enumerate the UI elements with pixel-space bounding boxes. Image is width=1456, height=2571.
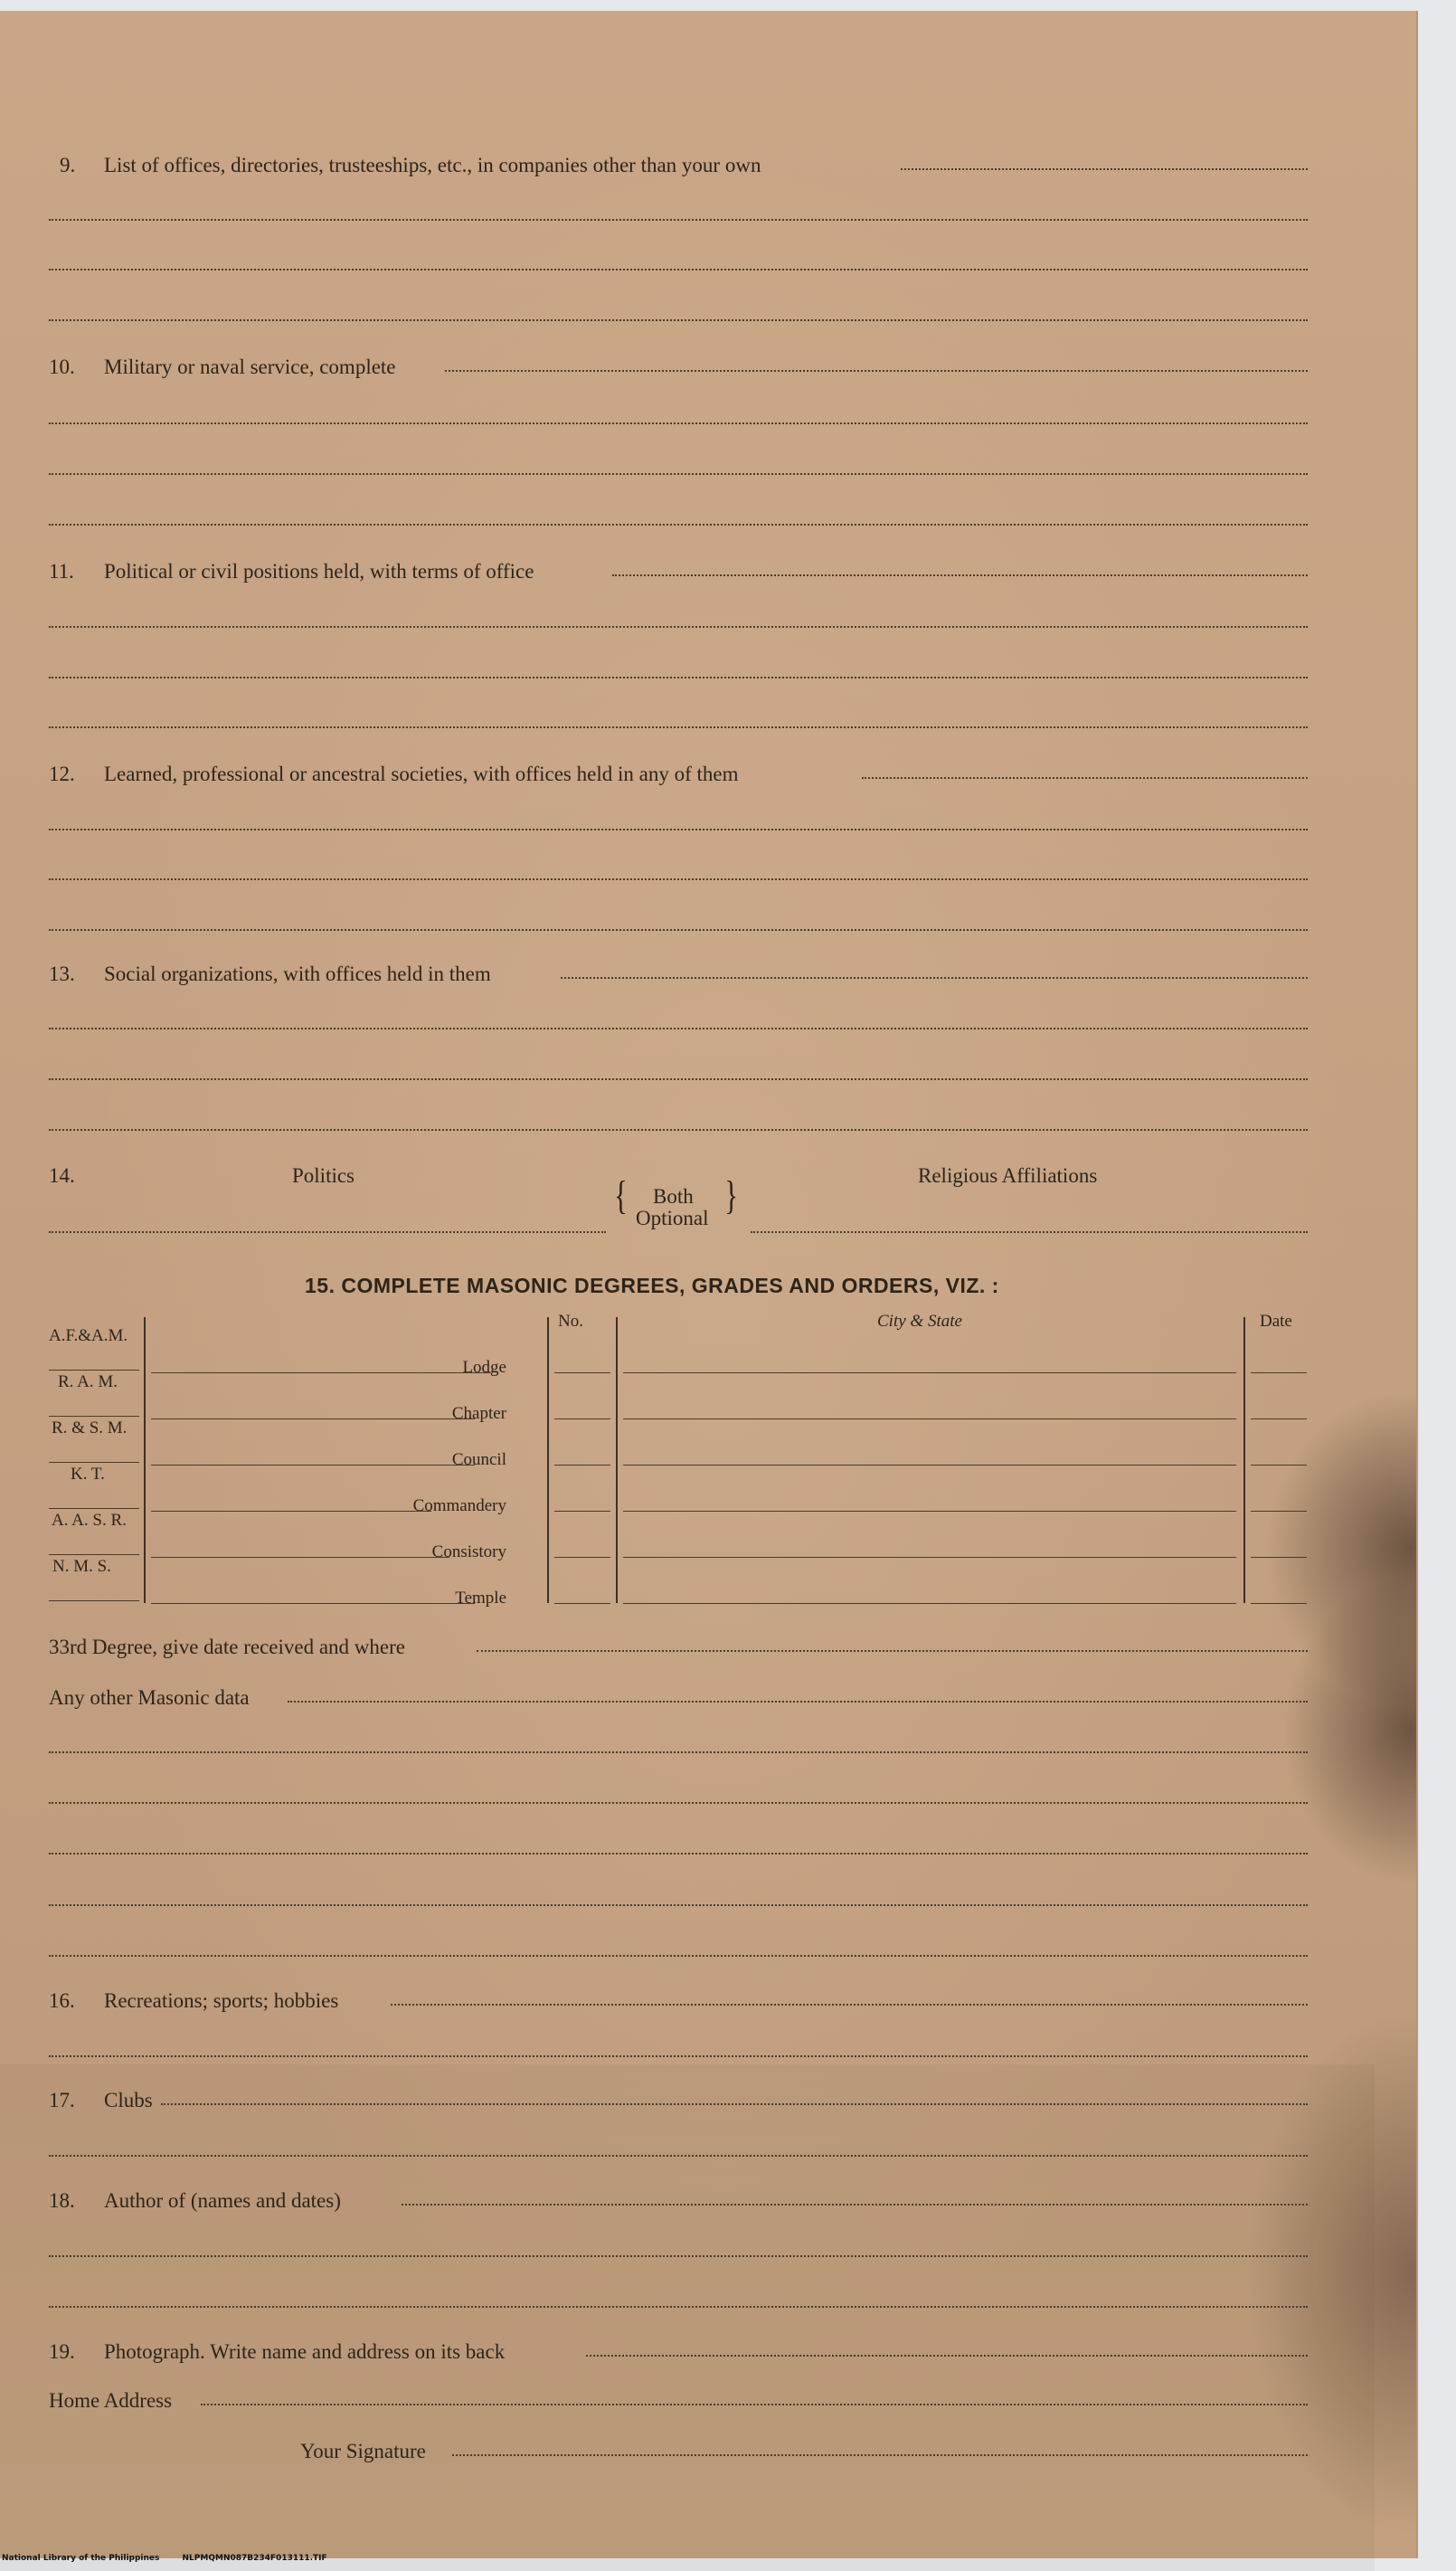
q15-other-masonic-line-4[interactable] [49,1853,1308,1855]
q10-number: 10. [49,356,75,378]
q15-row-body-line[interactable] [151,1603,475,1604]
q18-number: 18. [49,2189,75,2212]
q15-row-abbr: K. T. [71,1465,105,1484]
q15-row-city-field[interactable] [623,1418,1236,1419]
q9-answer-line-2[interactable] [49,219,1308,221]
q15-col-city-header: City & State [877,1312,962,1331]
q15-other-masonic-line-2[interactable] [49,1751,1308,1753]
q14-politics-field[interactable] [49,1231,606,1233]
q15-row-date-field[interactable] [1251,1372,1307,1373]
q9-answer-line-1[interactable] [901,168,1308,170]
q15-abbr-underline [49,1462,139,1463]
q11-answer-line-3[interactable] [49,677,1308,678]
q15-row-body-line[interactable] [151,1465,475,1466]
q11-label: Political or civil positions held, with terms of office [104,560,534,583]
q15-other-masonic-line-3[interactable] [49,1802,1308,1804]
paper-fold-shading [0,2064,1375,2571]
q15-row-body: Consistory [431,1542,506,1561]
q18-answer-line-1[interactable] [402,2204,1308,2206]
q10-answer-line-2[interactable] [49,422,1308,424]
q19-label: Photograph. Write name and address on its back [104,2340,506,2363]
q11-answer-line-2[interactable] [49,626,1308,628]
q14-optional-label: Optional [636,1207,709,1229]
q15-divider-date [1243,1317,1245,1603]
q15-other-masonic-line-1[interactable] [288,1701,1308,1703]
q14-both-label: Both [653,1185,694,1208]
q15-abbr-underline [49,1600,139,1601]
q10-answer-line-3[interactable] [49,473,1308,475]
left-brace-icon: { [614,1173,628,1218]
footer-file-id: NLPMQMN087B234F013111.TIF [182,2554,327,2563]
q15-33rd-degree-field[interactable] [477,1650,1308,1652]
q11-answer-line-1[interactable] [612,574,1308,576]
q15-row-no-field[interactable] [554,1557,610,1558]
q15-heading: 15. COMPLETE MASONIC DEGREES, GRADES AND ORDERS, VIZ. : [305,1274,999,1297]
q15-row-no-field[interactable] [554,1465,610,1466]
q15-33rd-degree-label: 33rd Degree, give date received and where [49,1636,405,1658]
q12-number: 12. [49,763,75,785]
q16-label: Recreations; sports; hobbies [104,1989,339,2012]
q10-label: Military or naval service, complete [104,356,396,378]
q15-row-body: Commandery [412,1496,506,1515]
q15-row-abbr: R. A. M. [58,1372,118,1391]
footer-library: National Library of the Philippines [2,2554,160,2563]
q15-row-no-field[interactable] [554,1418,610,1419]
q9-label: List of offices, directories, trusteeships, etc., in companies other than your own [104,154,761,176]
signature-label: Your Signature [300,2440,426,2462]
q13-label: Social organizations, with offices held in them [104,963,491,985]
q15-other-masonic-line-5[interactable] [49,1904,1308,1906]
q12-answer-line-3[interactable] [49,878,1308,880]
q15-row-city-field[interactable] [623,1557,1236,1558]
q15-row-body-line[interactable] [151,1557,449,1558]
q15-row-city-field[interactable] [623,1372,1236,1373]
q15-row-city-field[interactable] [623,1465,1236,1466]
q15-row-abbr: A. A. S. R. [52,1511,127,1530]
q13-answer-line-2[interactable] [49,1028,1308,1029]
q15-row-date-field[interactable] [1251,1511,1307,1512]
q15-row-no-field[interactable] [554,1603,610,1604]
q14-politics-label: Politics [292,1164,355,1187]
q15-col-no-header: No. [558,1312,583,1331]
q15-row-city-field[interactable] [623,1603,1236,1604]
q15-abbr-underline [49,1554,139,1555]
q11-number: 11. [49,560,74,583]
q15-divider-no [547,1317,549,1603]
q15-row-abbr: N. M. S. [52,1557,111,1576]
q17-number: 17. [49,2089,75,2111]
q15-row-no-field[interactable] [554,1511,610,1512]
signature-field[interactable] [452,2454,1308,2456]
home-address-field[interactable] [201,2404,1308,2405]
home-address-label: Home Address [49,2389,173,2412]
q12-answer-line-4[interactable] [49,929,1308,931]
q17-answer-line-2[interactable] [49,2155,1308,2157]
q17-answer-line-1[interactable] [161,2103,1308,2105]
q15-divider-abbr [144,1317,146,1603]
q12-answer-line-2[interactable] [49,829,1308,830]
q13-answer-line-4[interactable] [49,1129,1308,1131]
q15-row-body-line[interactable] [151,1418,475,1419]
q14-number: 14. [49,1164,75,1187]
scan-footer [2,2554,347,2563]
q18-answer-line-2[interactable] [49,2255,1308,2257]
q15-row-date-field[interactable] [1251,1557,1307,1558]
right-brace-icon: } [724,1173,738,1218]
q10-answer-line-1[interactable] [445,370,1308,372]
q19-answer-line-1[interactable] [586,2355,1308,2357]
q12-answer-line-1[interactable] [862,777,1308,779]
q15-row-body: Temple [455,1589,506,1608]
q15-row-date-field[interactable] [1251,1465,1307,1466]
q12-label: Learned, professional or ancestral societies, with offices held in any of them [104,763,739,785]
q18-label: Author of (names and dates) [104,2189,341,2212]
q15-row-body: Chapter [451,1404,506,1423]
q13-answer-line-1[interactable] [561,977,1308,979]
q17-label: Clubs [104,2089,153,2111]
q16-answer-line-1[interactable] [391,2004,1308,2006]
q15-row-no-field[interactable] [554,1372,610,1373]
q18-answer-line-3[interactable] [49,2306,1308,2308]
q15-row-body: Lodge [462,1358,506,1377]
q14-religious-field[interactable] [751,1231,1308,1233]
q11-answer-line-4[interactable] [49,726,1308,728]
q15-abbr-underline [49,1370,139,1371]
q10-answer-line-4[interactable] [49,524,1308,526]
q9-number: 9. [60,154,76,176]
q15-row-abbr: R. & S. M. [52,1418,128,1437]
q13-answer-line-3[interactable] [49,1078,1308,1080]
q15-row-body-line[interactable] [151,1511,431,1512]
q16-answer-line-2[interactable] [49,2055,1308,2057]
q15-row-body: Council [451,1450,506,1469]
q9-answer-line-4[interactable] [49,319,1308,321]
q15-row-abbr: A.F.&A.M. [49,1326,128,1345]
q19-number: 19. [49,2340,75,2363]
q16-number: 16. [49,1989,75,2012]
q14-religious-label: Religious Affiliations [918,1164,1098,1187]
q15-other-masonic-label: Any other Masonic data [49,1686,250,1709]
q15-abbr-underline [49,1508,139,1509]
q15-row-body-line[interactable] [151,1372,491,1373]
q15-other-masonic-line-6[interactable] [49,1955,1308,1957]
q9-answer-line-3[interactable] [49,269,1308,270]
q15-row-city-field[interactable] [623,1511,1236,1512]
q15-abbr-underline [49,1416,139,1417]
q15-divider-city [616,1317,618,1603]
q15-col-date-header: Date [1260,1312,1292,1331]
q15-row-date-field[interactable] [1251,1418,1307,1419]
form-page [0,11,1416,2558]
q13-number: 13. [49,963,75,985]
q15-row-date-field[interactable] [1251,1603,1307,1604]
